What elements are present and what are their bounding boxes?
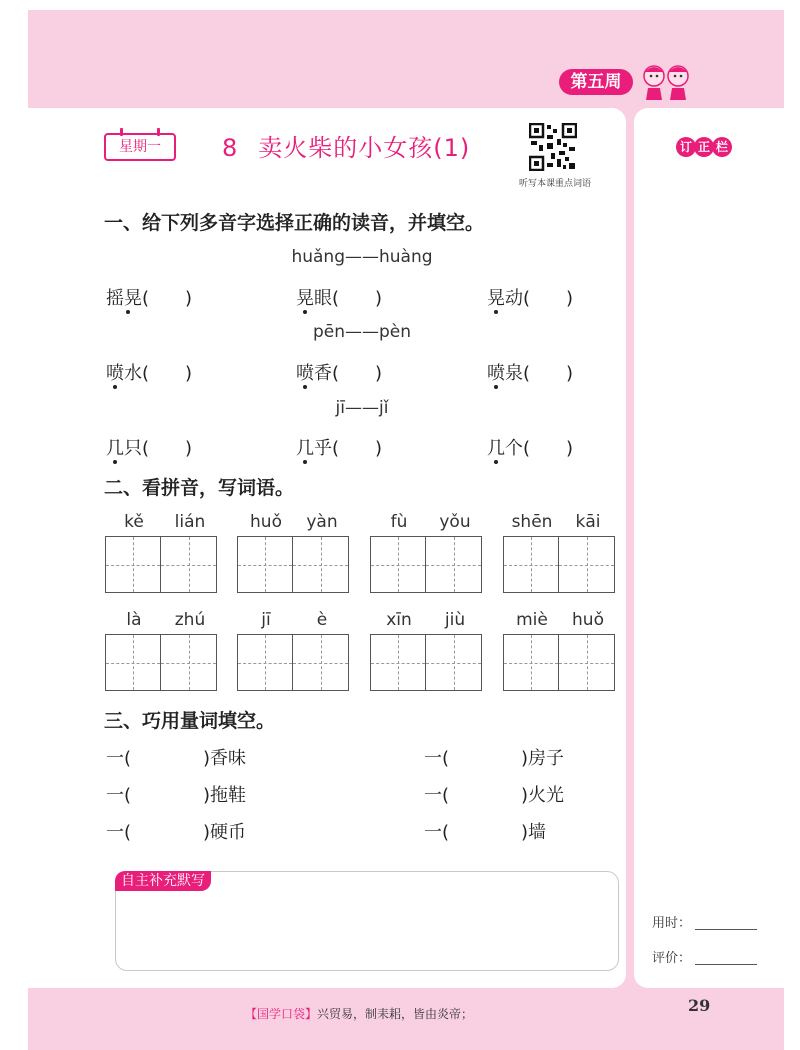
polyphone-item[interactable]: 晃动( ) [487,288,574,309]
side-panel [634,108,784,988]
measure-word-item[interactable]: 一( )硬币 [106,822,247,843]
pinyin-pair: huǎng——huàng [291,247,433,267]
grid-cell[interactable] [371,537,426,592]
correction-char: 栏 [712,137,732,157]
grid-cell[interactable] [238,635,293,690]
polyphone-item[interactable]: 喷香( ) [296,363,383,384]
grid-cell[interactable] [559,537,614,592]
page-number: 29 [688,996,711,1015]
writing-grid[interactable] [105,536,217,593]
measure-word-item[interactable]: 一( )房子 [424,748,565,769]
emphasis-dot [126,310,130,314]
polyphone-item[interactable]: 几只( ) [106,438,193,459]
grid-cell[interactable] [504,537,559,592]
section1-heading: 一、给下列多音字选择正确的读音，并填空。 [104,212,485,234]
emphasis-dot [494,385,498,389]
measure-word-item[interactable]: 一( )香味 [106,748,247,769]
emphasis-dot [303,385,307,389]
grid-cell[interactable] [293,635,348,690]
grid-cell[interactable] [426,537,481,592]
evaluation-field[interactable]: 评价： [652,947,757,966]
emphasis-dot [494,310,498,314]
cartoon-kids-icon [640,62,694,102]
measure-word-item[interactable]: 一( )火光 [424,785,565,806]
emphasis-dot [113,385,117,389]
grid-cell[interactable] [161,635,216,690]
lesson-number: 8 [222,134,239,162]
footer-quote [245,1005,473,1022]
polyphone-item[interactable]: 几乎( ) [296,438,383,459]
grid-cell[interactable] [161,537,216,592]
week-badge: 第五周 [559,69,633,95]
qr-caption: 听写本课重点词语 [518,179,591,189]
correction-char: 订 [676,137,696,157]
qr-code-icon[interactable] [529,123,577,171]
footer-tag: 【国学口袋】 [245,1007,318,1021]
section3-heading: 三、巧用量词填空。 [104,710,276,732]
lesson-name: 卖火柴的小女孩(1) [258,134,471,162]
emphasis-dot [113,460,117,464]
writing-grid[interactable] [237,634,349,691]
grid-cell[interactable] [559,635,614,690]
writing-grid[interactable] [105,634,217,691]
pinyin-label: fù yǒu [390,512,471,532]
section2-heading: 二、看拼音，写词语。 [104,477,295,499]
polyphone-item[interactable]: 喷泉( ) [487,363,574,384]
grid-cell[interactable] [238,537,293,592]
measure-word-item[interactable]: 一( )拖鞋 [106,785,247,806]
grid-cell[interactable] [106,635,161,690]
writing-grid[interactable] [237,536,349,593]
grid-cell[interactable] [426,635,481,690]
writing-grid[interactable] [370,536,482,593]
grid-cell[interactable] [106,537,161,592]
polyphone-item[interactable]: 几个( ) [487,438,574,459]
pinyin-label: kě lián [124,512,206,532]
polyphone-item[interactable]: 晃眼( ) [296,288,383,309]
grid-cell[interactable] [371,635,426,690]
correction-char: 正 [694,137,714,157]
time-field[interactable]: 用时： [652,912,757,931]
correction-column-label [676,137,732,159]
writing-grid[interactable] [503,536,615,593]
measure-word-item[interactable]: 一( )墙 [424,822,547,843]
emphasis-dot [303,460,307,464]
writing-grid[interactable] [503,634,615,691]
writing-grid[interactable] [370,634,482,691]
day-badge: 星期一 [104,133,176,161]
emphasis-dot [303,310,307,314]
pinyin-label: huǒ yàn [250,512,338,532]
footer-text: 兴贸易，制耒耜，皆由炎帝； [317,1007,474,1021]
polyphone-item[interactable]: 喷水( ) [106,363,193,384]
grid-cell[interactable] [504,635,559,690]
pinyin-label: shēn kāi [511,512,601,532]
pinyin-pair: pēn——pèn [312,322,412,342]
pinyin-pair: jī——jǐ [335,398,389,418]
grid-cell[interactable] [293,537,348,592]
pinyin-label: jī è [261,610,328,630]
pinyin-label: miè huǒ [516,610,604,630]
pinyin-label: xīn jiù [386,610,466,630]
polyphone-item[interactable]: 摇晃( ) [106,288,193,309]
lesson-title [222,128,470,163]
emphasis-dot [494,460,498,464]
pinyin-label: là zhú [126,610,206,630]
dictation-label: 自主补充默写 [115,871,211,891]
